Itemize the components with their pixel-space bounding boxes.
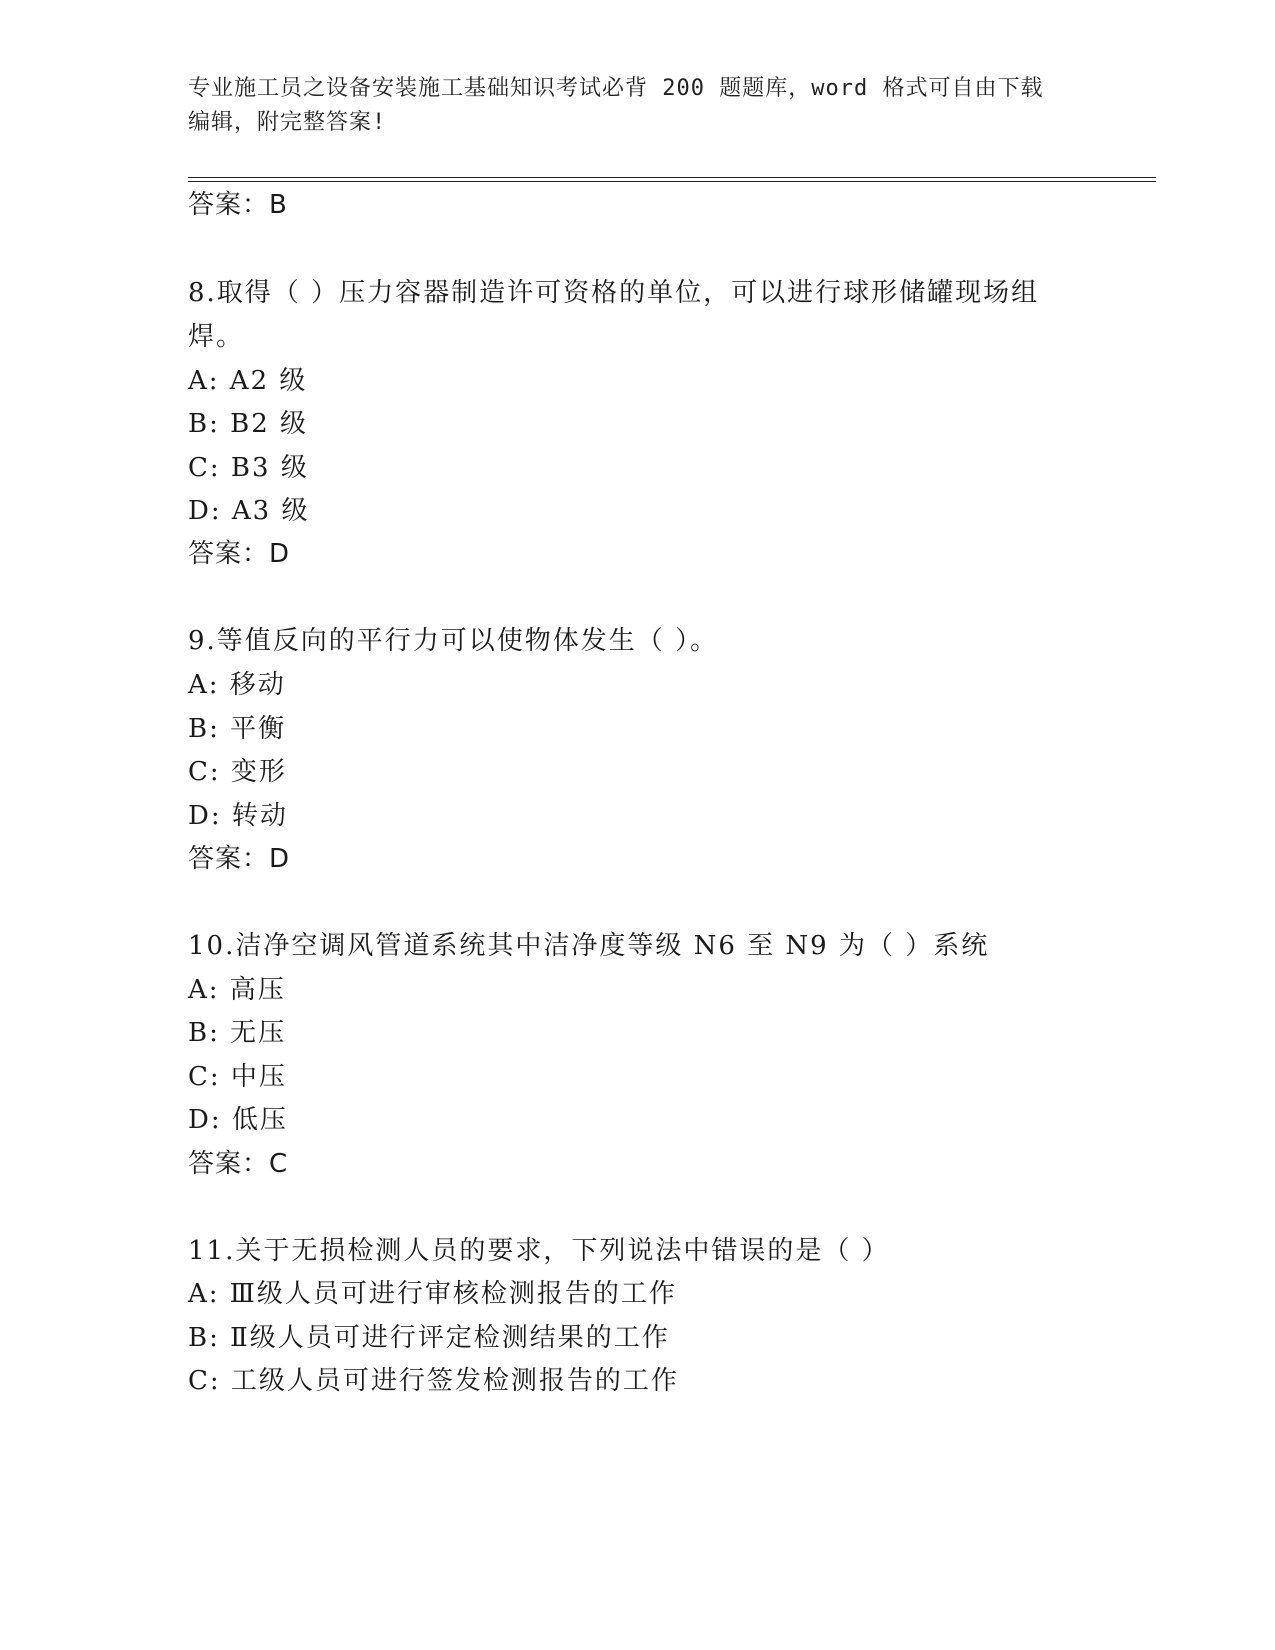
header-line-2: 编辑，附完整答案!	[188, 110, 387, 135]
question-8-option-d: D: A3 级	[188, 496, 310, 526]
question-9-line-1: 9.等值反向的平行力可以使物体发生（ ）。	[188, 626, 719, 656]
question-8-line-2: 焊。	[188, 322, 245, 352]
header-line-1: 专业施工员之设备安装施工基础知识考试必背 200 题题库，word 格式可自由下载	[188, 76, 1044, 101]
question-11-option-a: A: Ⅲ级人员可进行审核检测报告的工作	[188, 1279, 677, 1309]
question-11-option-c: C: 工级人员可进行签发检测报告的工作	[188, 1366, 679, 1396]
question-9-option-d: D: 转动	[188, 801, 288, 831]
question-8-option-b: B: B2 级	[188, 409, 309, 439]
question-9-answer: 答案：D	[188, 844, 291, 874]
question-9-option-c: C: 变形	[188, 757, 287, 787]
answer-previous: 答案：B	[188, 190, 288, 220]
question-9-option-b: B: 平衡	[188, 714, 287, 744]
question-11-option-b: B: Ⅱ级人员可进行评定检测结果的工作	[188, 1323, 670, 1353]
question-8-line-1: 8.取得（ ）压力容器制造许可资格的单位，可以进行球形储罐现场组	[188, 278, 1040, 308]
header-divider	[188, 177, 1156, 182]
question-10-option-d: D: 低压	[188, 1105, 288, 1135]
page-header	[188, 72, 1088, 140]
question-8-option-a: A: A2 级	[188, 366, 308, 396]
question-8-option-c: C: B3 级	[188, 453, 309, 483]
question-10-answer: 答案：C	[188, 1149, 289, 1179]
question-10-option-c: C: 中压	[188, 1062, 287, 1092]
question-9-option-a: A: 移动	[188, 670, 286, 700]
question-10-option-b: B: 无压	[188, 1018, 287, 1048]
question-10-line-1: 10.洁净空调风管道系统其中洁净度等级 N6 至 N9 为（ ）系统	[188, 931, 990, 961]
question-11-line-1: 11.关于无损检测人员的要求，下列说法中错误的是（ ）	[188, 1236, 890, 1266]
question-8-answer: 答案：D	[188, 539, 291, 569]
question-10-option-a: A: 高压	[188, 975, 286, 1005]
